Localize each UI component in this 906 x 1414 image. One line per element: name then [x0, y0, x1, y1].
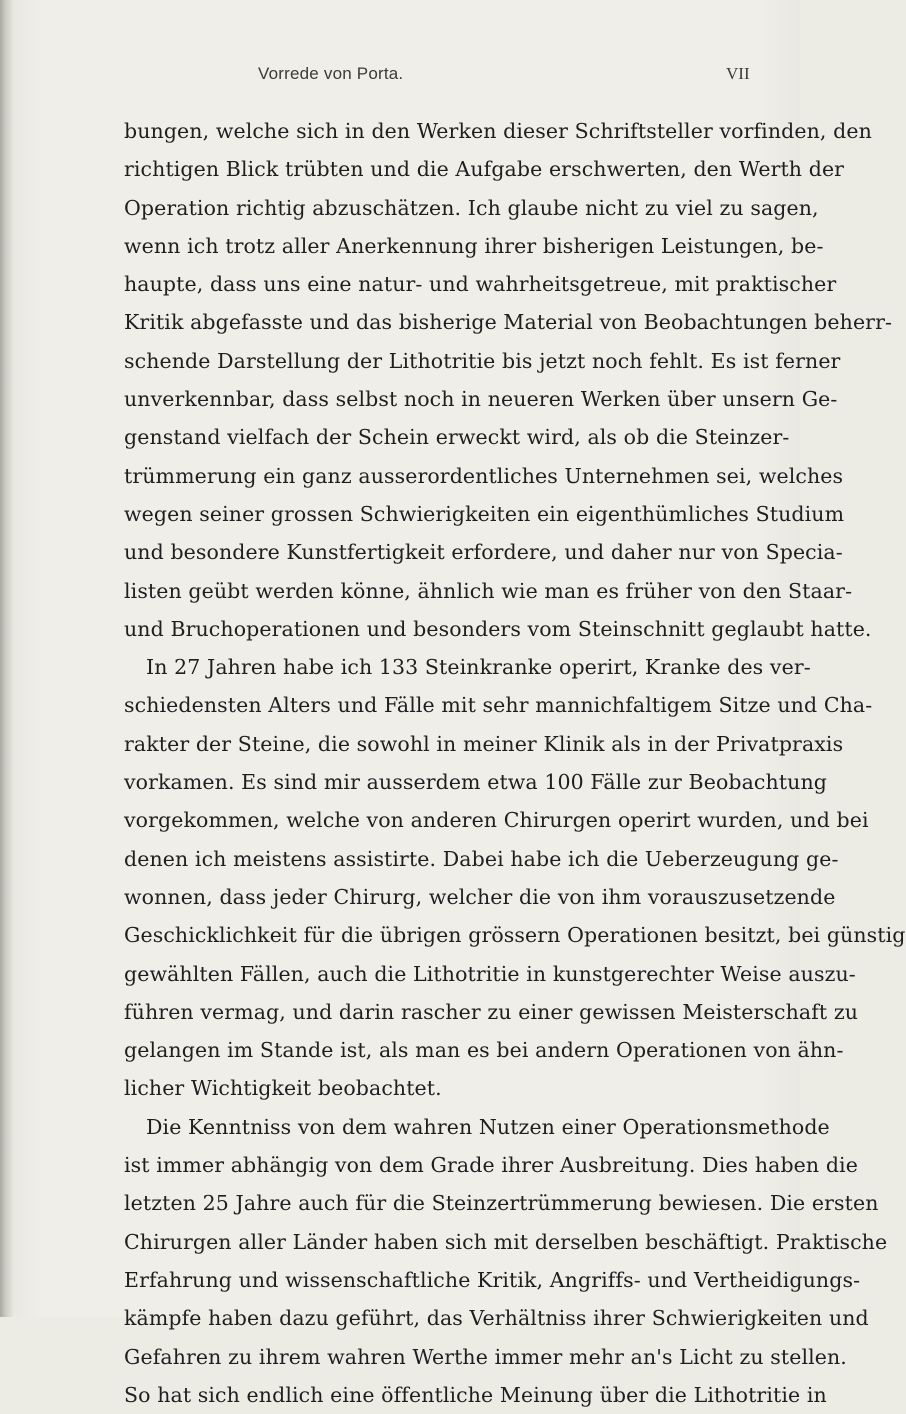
text-line: So hat sich endlich eine öffentliche Meinung über die Lithotritie in	[124, 1382, 827, 1407]
text-line: genstand vielfach der Schein erweckt wird, als ob die Steinzer-	[124, 425, 790, 450]
text-line: listen geübt werden könne, ähnlich wie man es früher von den Staar-	[124, 578, 853, 603]
binding-shadow	[0, 0, 14, 1317]
text-line: Gefahren zu ihrem wahren Werthe immer mehr an's Licht zu stellen.	[124, 1344, 847, 1369]
text-line: Erfahrung und wissenschaftliche Kritik, Angriffs- und Vertheidigungs-	[124, 1267, 861, 1292]
text-line: vorkamen. Es sind mir ausserdem etwa 100 Fälle zur Beobachtung	[124, 770, 827, 795]
text-line: trümmerung ein ganz ausserordentliches Unternehmen sei, welches	[124, 463, 844, 488]
text-line: Chirurgen aller Länder haben sich mit derselben beschäftigt. Praktische	[124, 1229, 888, 1254]
text-line: und besondere Kunstfertigkeit erfordere, und daher nur von Specia-	[124, 540, 843, 565]
text-line: richtigen Blick trübten und die Aufgabe erschwerten, den Werth der	[124, 157, 845, 182]
text-line: Geschicklichkeit für die übrigen grössern Operationen besitzt, bei günstig	[124, 923, 906, 948]
text-line: haupte, dass uns eine natur- und wahrheitsgetreue, mit praktischer	[124, 272, 837, 297]
text-line: schende Darstellung der Lithotritie bis jetzt noch fehlt. Es ist ferner	[124, 348, 841, 373]
text-line: schiedensten Alters und Fälle mit sehr mannichfaltigem Sitze und Cha-	[124, 693, 873, 718]
text-line: denen ich meistens assistirte. Dabei habe ich die Ueberzeugung ge-	[124, 846, 839, 871]
text-line: und Bruchoperationen und besonders vom Steinschnitt geglaubt hatte.	[124, 616, 872, 641]
text-line: Operation richtig abzuschätzen. Ich glaube nicht zu viel zu sagen,	[124, 195, 819, 220]
text-line: führen vermag, und darin rascher zu einer gewissen Meisterschaft zu	[124, 999, 859, 1024]
text-line: unverkennbar, dass selbst noch in neueren Werken über unsern Ge-	[124, 387, 838, 412]
text-line: letzten 25 Jahre auch für die Steinzertrümmerung bewiesen. Die ersten	[124, 1191, 879, 1216]
page-number: VII	[726, 64, 750, 83]
text-line: gewählten Fällen, auch die Lithotritie in kunstgerechter Weise auszu-	[124, 961, 856, 986]
running-head-title: Vorrede von Porta.	[258, 64, 404, 83]
text-line: bungen, welche sich in den Werken dieser Schriftsteller vorfinden, den	[124, 119, 872, 143]
text-line: kämpfe haben dazu geführt, das Verhältniss ihrer Schwierigkeiten und	[124, 1306, 869, 1331]
text-line: Die Kenntniss von dem wahren Nutzen einer Operationsmethode	[146, 1114, 830, 1139]
text-line: licher Wichtigkeit beobachtet.	[124, 1076, 442, 1101]
text-line: vorgekommen, welche von anderen Chirurgen operirt wurden, und bei	[124, 808, 869, 833]
text-line: ist immer abhängig von dem Grade ihrer Ausbreitung. Dies haben die	[124, 1153, 858, 1178]
running-head	[0, 64, 800, 88]
text-line: wegen seiner grossen Schwierigkeiten ein eigenthümliches Studium	[124, 501, 845, 526]
text-line: wonnen, dass jeder Chirurg, welcher die von ihm vorauszusetzende	[124, 884, 836, 909]
text-line: Kritik abgefasste und das bisherige Material von Beobachtungen beherr-	[124, 310, 893, 335]
body-text	[124, 112, 906, 1414]
text-line: wenn ich trotz aller Anerkennung ihrer bisherigen Leistungen, be-	[124, 233, 824, 258]
text-line: gelangen im Stande ist, als man es bei andern Operationen von ähn-	[124, 1038, 844, 1063]
text-line: In 27 Jahren habe ich 133 Steinkranke operirt, Kranke des ver-	[146, 655, 811, 680]
text-line: rakter der Steine, die sowohl in meiner Klinik als in der Privatpraxis	[124, 731, 844, 756]
